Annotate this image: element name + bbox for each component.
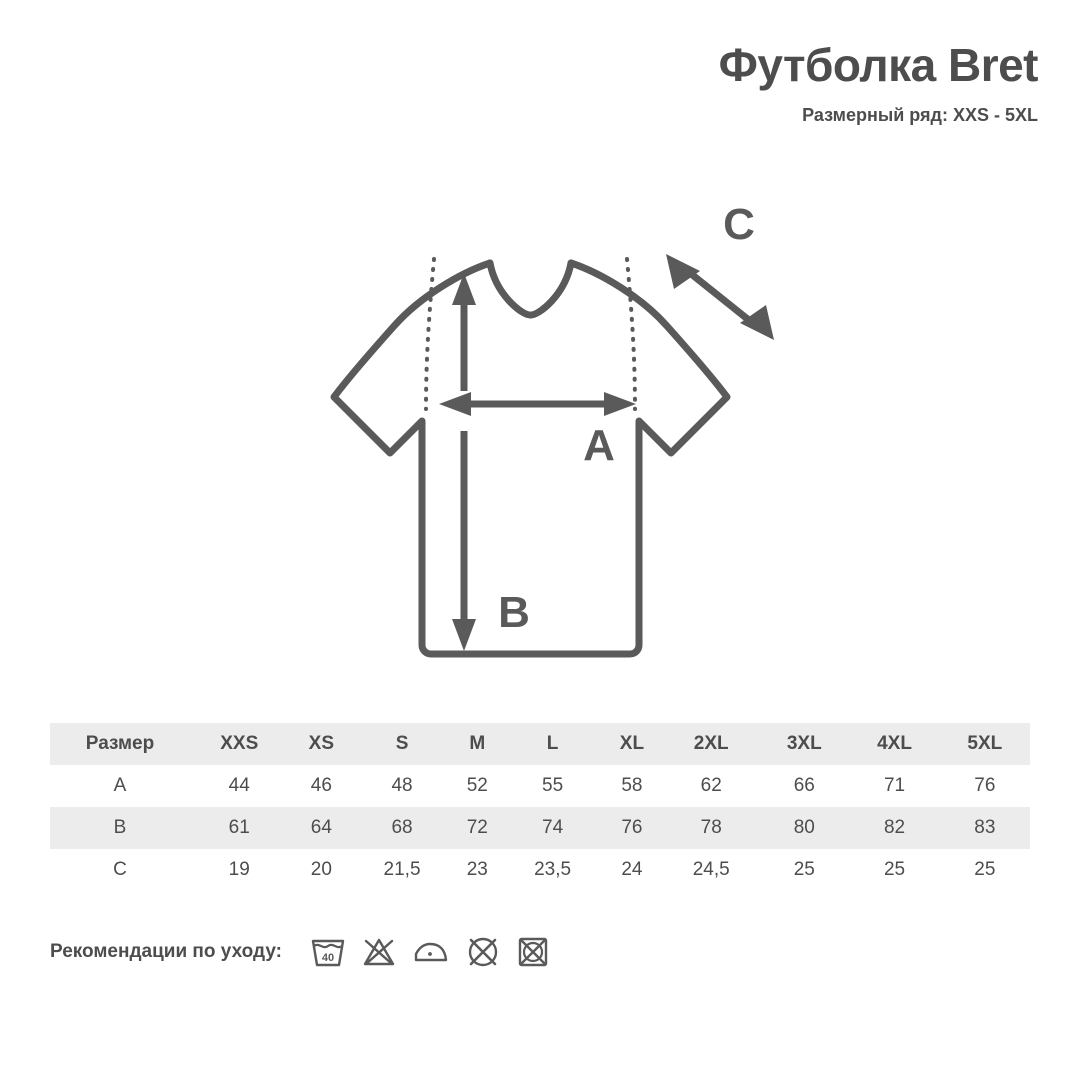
table-cell: 76 [974, 775, 996, 796]
table-cell: 83 [974, 817, 996, 838]
table-header-cell: 4XL [877, 733, 912, 754]
size-table [50, 723, 1030, 891]
table-header-cell: L [546, 733, 559, 754]
label-c: C [723, 200, 755, 249]
table-header-cell: M [469, 733, 486, 754]
care-label: Рекомендации по уходу: [50, 941, 282, 962]
table-cell: 74 [542, 817, 564, 838]
table-header-label: Размер [85, 733, 155, 754]
table-row [50, 807, 1030, 849]
row-label: A [113, 775, 127, 796]
table-cell: 71 [883, 775, 906, 796]
iron-low-icon [412, 935, 450, 969]
table-header-cell: S [395, 733, 409, 754]
table-header-cell: XL [619, 733, 645, 754]
page-title: Футболка Bret [718, 39, 1038, 91]
table-cell: 23,5 [534, 859, 572, 880]
table-row [50, 849, 1030, 891]
table-cell: 21,5 [383, 859, 421, 880]
table-cell: 66 [793, 775, 815, 796]
table-cell: 72 [466, 817, 488, 838]
table-cell: 61 [228, 817, 250, 838]
size-range-subtitle: Размерный ряд: XXS - 5XL [802, 104, 1038, 125]
table-cell: 25 [883, 859, 906, 880]
do-not-dry-clean-icon [466, 935, 500, 969]
table-header-row [50, 723, 1030, 765]
care-instructions [50, 935, 550, 969]
row-label: B [113, 817, 127, 838]
table-header-cell: 3XL [786, 733, 822, 754]
table-cell: 52 [466, 775, 488, 796]
table-cell: 46 [310, 775, 332, 796]
table-cell: 76 [621, 817, 643, 838]
table-header-cell: XXS [220, 733, 259, 754]
table-cell: 44 [228, 775, 250, 796]
wash-40-icon [310, 935, 346, 969]
care-icon-list [310, 935, 550, 969]
table-header-cell: 5XL [967, 733, 1003, 754]
table-cell: 19 [228, 859, 250, 880]
table-cell: 25 [974, 859, 996, 880]
table-cell: 62 [700, 775, 722, 796]
table-cell: 82 [883, 817, 906, 838]
label-b: B [498, 588, 530, 637]
do-not-tumble-dry-icon [516, 935, 550, 969]
table-header-cell: 2XL [693, 733, 729, 754]
table-cell: 78 [700, 817, 722, 838]
wash-temperature-text: 40 [321, 952, 335, 964]
table-cell: 24 [621, 859, 643, 880]
table-row [50, 765, 1030, 807]
table-cell: 80 [793, 817, 815, 838]
table-cell: 68 [391, 817, 413, 838]
row-label: C [113, 859, 127, 880]
table-cell: 23 [466, 859, 488, 880]
table-cell: 64 [310, 817, 332, 838]
table-cell: 55 [542, 775, 564, 796]
header [719, 40, 1038, 126]
do-not-bleach-icon [362, 935, 396, 969]
table-cell: 58 [621, 775, 643, 796]
label-a: A [583, 421, 615, 470]
tshirt-diagram [300, 185, 820, 685]
table-cell: 48 [391, 775, 413, 796]
table-cell: 24,5 [692, 859, 730, 880]
table-cell: 20 [310, 859, 332, 880]
table-header-cell: XS [308, 733, 334, 754]
table-cell: 25 [793, 859, 815, 880]
